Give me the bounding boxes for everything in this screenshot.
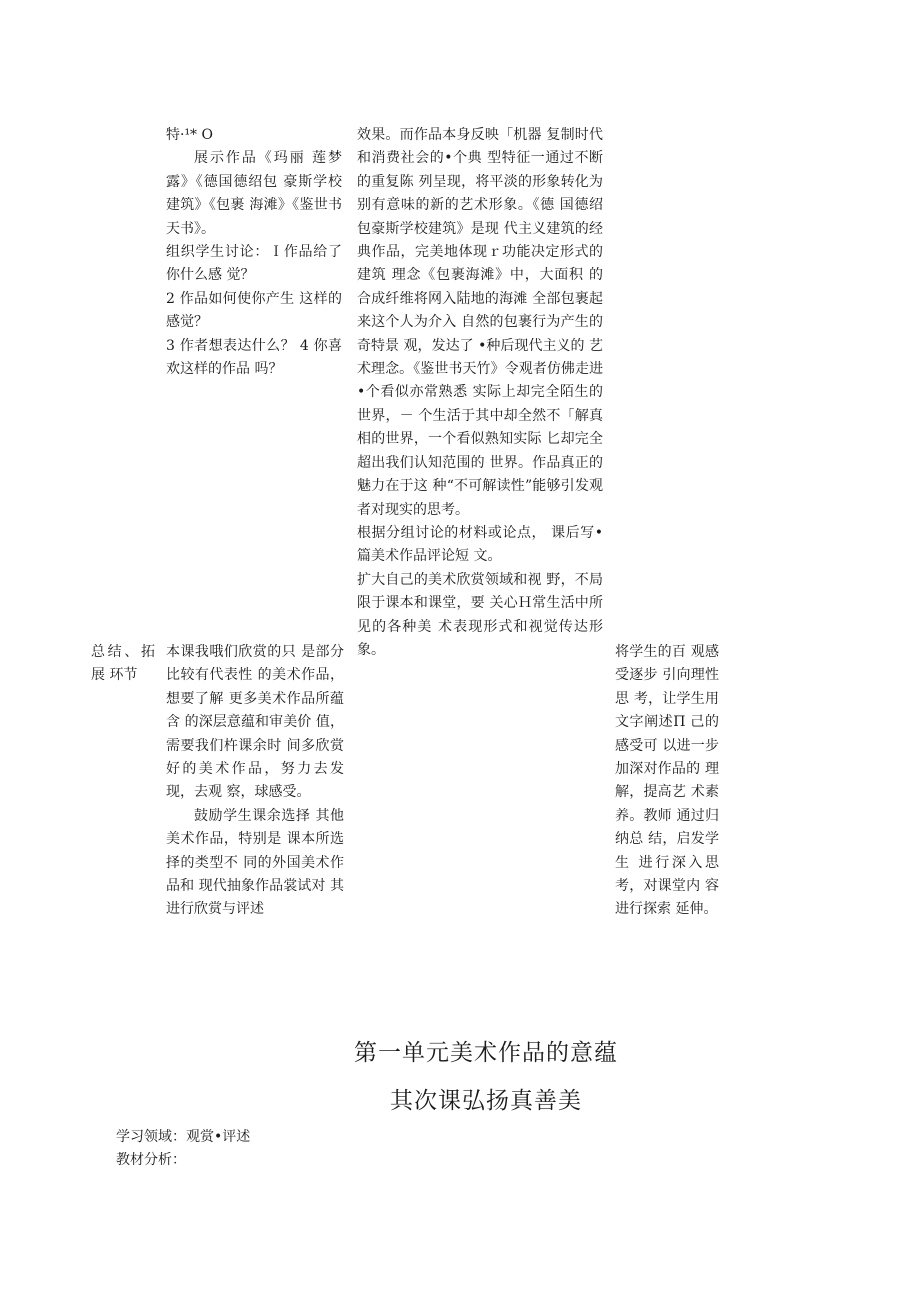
upper-activity-works: 展示作品《玛丽 莲梦露》《德国德绍包 豪斯学校建筑》《包裹 海滩》《鉴世书天书》。 (166, 150, 342, 237)
learning-domain: 学习领域：观赏•评述 (116, 1129, 251, 1145)
unit-title: 第一单元美术作品的意蕴 (354, 1040, 618, 1066)
lesson-title: 其次课弘扬真善美 (390, 1088, 582, 1114)
lower-activity-encourage: 鼓励学生课余选择 其他美术作品，特别是 课本所选择的类型不 同的外国美术作品和 现代抽象作品裳试对 其进行欣赏与评述 (166, 807, 344, 918)
upper-content-analysis: 效果。而作品本身反映「机器 复制时代和消费社会的•个典 型特征一通过不断的重复陈 列呈现，将平淡的形象转化为 别有意味的新的艺术形象。《德 国德绍包豪斯学校建筑》是现 代主义建筑的经典作品，完美地体现ｒ功能决定形式的建筑 理念《包裹海滩》中，大面积 的合成纤维将网入陆地的海滩 全部包裹起来这个人为介入 自然的包裹行为产生的奇特景 观，发达了 •种后现代主义的 艺术理念。《鉴世书天竹》令观者仿佛走进•个看似亦常熟悉 实际上却完全陌生的世界，－ 个生活于其中却全然不「解真 相的世界，一个看似熟知实际 匕却完全超出我们认知范围的 世界。作品真正的魅力在于这 种“不可解读性”能够引发观 者对现实的思考。 (357, 127, 603, 518)
design-intent-column (615, 641, 719, 922)
material-analysis-label: 教材分析： (116, 1152, 186, 1168)
upper-activity-question-1: 组织学生讨论：Ｉ作品给了你什么感 觉？ (166, 244, 342, 284)
stage-label: 总结、拓 展 环节 (91, 644, 155, 684)
lower-activity-summary: 本课我哦们欣赏的只 是部分比较有代表性 的美术作品，想要了解 更多美术作品所蕴含 的深层意蕴和审美价 值，需要我们杵课余时 间多欣赏好的美术作品，努力去发现，去观 察，球感受。 (166, 644, 344, 801)
upper-activity-fragment: 特·¹* O (166, 127, 213, 143)
upper-activity-column (166, 124, 342, 381)
upper-activity-question-3: 3 作者想表达什么？ 4 你喜欢这样的作品 吗？ (166, 337, 342, 378)
lower-activity-column (166, 641, 344, 922)
stage-label-cell (91, 641, 155, 688)
upper-content-homework: 根据分组讨论的材料或论点， 课后写•篇美术作品评论短 文。 (357, 524, 603, 565)
upper-activity-question-2: 2 作品如何使你产生 这样的感觉？ (166, 290, 342, 331)
upper-content-extension: 扩大自己的美术欣赏领域和视 野，不局限于课本和课堂，要 关心Ｈ常生活中所见的各种美 术表现形式和视觉传达形象。 (357, 571, 603, 658)
upper-content-column (357, 124, 603, 662)
design-intent-text: 将学生的百 观感受逐步 引向理性思 考，让学生用 文字阐述Π 己的感受可 以进一步加深对作品的 理解，提高艺 术素养。教师 通过归纳总 结，启发学生 进行深入思 考，对课堂内 容进行探索 延伸。 (615, 644, 719, 918)
